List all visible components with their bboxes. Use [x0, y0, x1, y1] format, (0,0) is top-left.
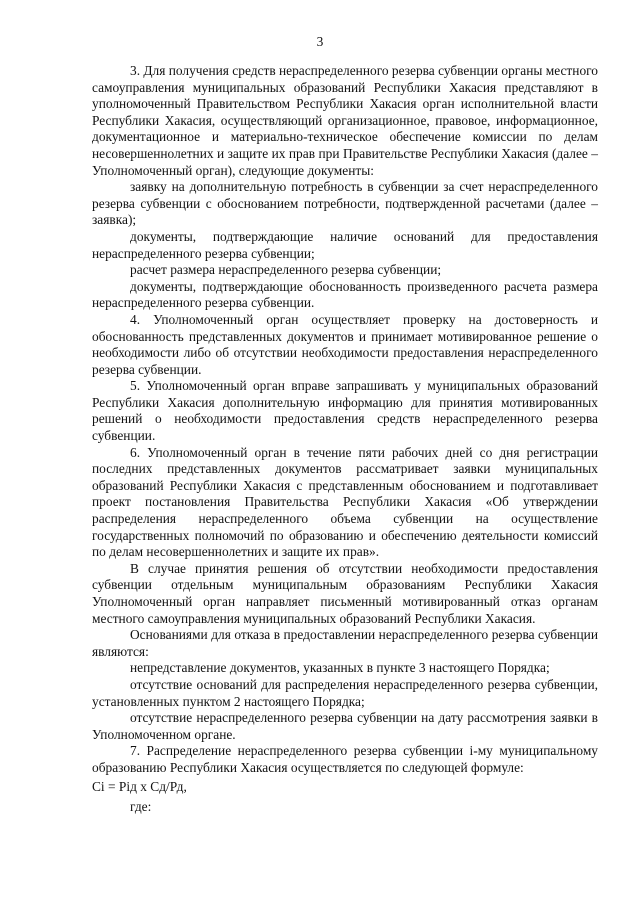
paragraph-5: 5. Уполномоченный орган вправе запрашивать у муниципальных образований Республики Хакасия дополнительную информацию для принятия мотивированных решений о необходимости предоставления средств нераспределенного резерва субвенции.: [92, 378, 598, 444]
paragraph-refusal: В случае принятия решения об отсутствии необходимости предоставления субвенции отдельным муниципальным образованиям Республики Хакасия Уполномоченный орган направляет письменный мотивированный отказ органам местного самоуправления муниципальных образований Республики Хакасия.: [92, 560, 598, 626]
paragraph-6: 6. Уполномоченный орган в течение пяти рабочих дней со дня регистрации последних представленных документов рассматривает заявки муниципальных образований Республики Хакасия с представленным обоснованием и подготавливает проект постановления Правительства Республики Хакасия «Об утверждении распределения нераспределенного объема субвенции на осуществление государственных полномочий по образованию и обеспечению деятельности комиссий по делам несовершеннолетних и защите их прав».: [92, 444, 598, 560]
distribution-formula: Сi = Рiд х Сд/Рд,: [92, 778, 187, 794]
paragraph-refusal-grounds: Основаниями для отказа в предоставлении нераспределенного резерва субвенции являются:: [92, 627, 598, 659]
list-item-no-documents: непредставление документов, указанных в пункте 3 настоящего Порядка;: [130, 660, 550, 676]
paragraph-7: 7. Распределение нераспределенного резерва субвенции i-му муниципальному образованию Республики Хакасия осуществляется по следующей формуле:: [92, 743, 598, 775]
where-label: где:: [130, 799, 152, 815]
list-item-calculation: расчет размера нераспределенного резерва субвенции;: [130, 262, 442, 278]
paragraph-4: 4. Уполномоченный орган осуществляет проверку на достоверность и обоснованность представленных документов и принимает мотивированное решение о необходимости либо об отсутствии необходимости предоставления нераспределенного резерва субвенции.: [92, 311, 598, 377]
list-item-application: заявку на дополнительную потребность в субвенции за счет нераспределенного резерва субвенции с обоснованием потребности, подтвержденной расчетами (далее – заявка);: [92, 179, 598, 228]
list-item-no-reserve: отсутствие нераспределенного резерва субвенции на дату рассмотрения заявки в Уполномоченном органе.: [92, 710, 598, 742]
document-body: [92, 63, 598, 816]
list-item-grounds-documents: документы, подтверждающие наличие оснований для предоставления нераспределенного резерва субвенции;: [92, 228, 598, 261]
paragraph-3-intro: 3. Для получения средств нераспределенного резерва субвенции органы местного самоуправления муниципальных образований Республики Хакасия представляют в уполномоченный Правительством Республики Хакасия орган исполнительной власти Республики Хакасия, осуществляющий организационное, правовое, информационное, документационное и материально-техническое обеспечение комиссии по делам несовершеннолетних и защите их прав при Правительстве Республики Хакасия (далее – Уполномоченный орган), следующие документы:: [92, 63, 598, 178]
page-number: 3: [316, 34, 324, 49]
list-item-justification-documents: документы, подтверждающие обоснованность произведенного расчета размера нераспределенного резерва субвенции.: [92, 278, 598, 311]
list-item-no-grounds: отсутствие оснований для распределения нераспределенного резерва субвенции, установленных пунктом 2 настоящего Порядка;: [92, 676, 598, 709]
